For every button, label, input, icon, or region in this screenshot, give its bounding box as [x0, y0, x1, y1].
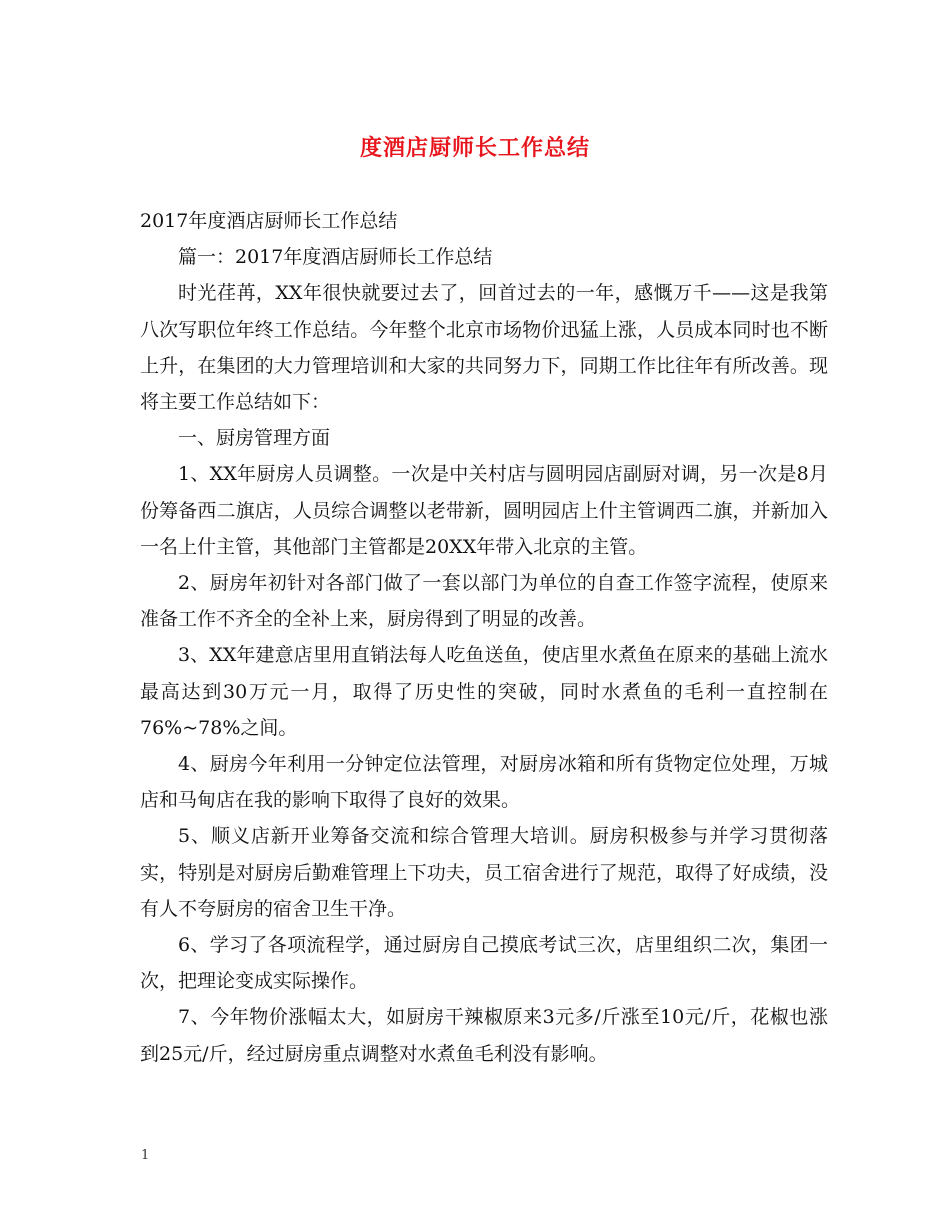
list-item: 1、XX年厨房人员调整。一次是中关村店与圆明园店副厨对调，另一次是8月份筹备西二旗店，人员综合调整以老带新，圆明园店上什主管调西二旗，并新加入一名上什主管，其他部门主管都是20XX年带入北京的主管。 — [140, 463, 828, 558]
document-body — [140, 203, 828, 1072]
list-item: 4、厨房今年利用一分钟定位法管理，对厨房冰箱和所有货物定位处理，万城店和马甸店在我的影响下取得了良好的效果。 — [140, 753, 828, 812]
document-title: 度酒店厨师长工作总结 — [359, 135, 590, 161]
list-item: 5、顺义店新开业筹备交流和综合管理大培训。厨房积极参与并学习贯彻落实，特别是对厨房后勤难管理上下功夫，员工宿舍进行了规范，取得了好成绩，没有人不夸厨房的宿舍卫生干净。 — [140, 825, 828, 920]
page-number: 1 — [141, 1148, 150, 1163]
list-item: 7、今年物价涨幅太大，如厨房干辣椒原来3元多/斤涨至10元/斤，花椒也涨到25元/斤，经过厨房重点调整对水煮鱼毛利没有影响。 — [140, 1006, 828, 1065]
section-heading: 一、厨房管理方面 — [178, 427, 331, 450]
list-item: 2、厨房年初针对各部门做了一套以部门为单位的自查工作签字流程，使原来准备工作不齐全的全补上来，厨房得到了明显的改善。 — [140, 572, 828, 631]
paragraph-heading: 2017年度酒店厨师长工作总结 — [140, 210, 398, 232]
paragraph-subheading: 篇一：2017年度酒店厨师长工作总结 — [178, 246, 493, 269]
list-item: 3、XX年建意店里用直销法每人吃鱼送鱼，使店里水煮鱼在原来的基础上流水最高达到30万元一月，取得了历史性的突破，同时水煮鱼的毛利一直控制在76%~78%之间。 — [140, 644, 828, 739]
list-item: 6、学习了各项流程学，通过厨房自己摸底考试三次，店里组织二次，集团一次，把理论变成实际操作。 — [140, 934, 828, 993]
paragraph-intro: 时光荏苒，XX年很快就要过去了，回首过去的一年，感慨万千——这是我第八次写职位年终工作总结。今年整个北京市场物价迅猛上涨，人员成本同时也不断上升，在集团的大力管理培训和大家的共同努力下，同期工作比往年有所改善。现将主要工作总结如下： — [140, 282, 828, 414]
